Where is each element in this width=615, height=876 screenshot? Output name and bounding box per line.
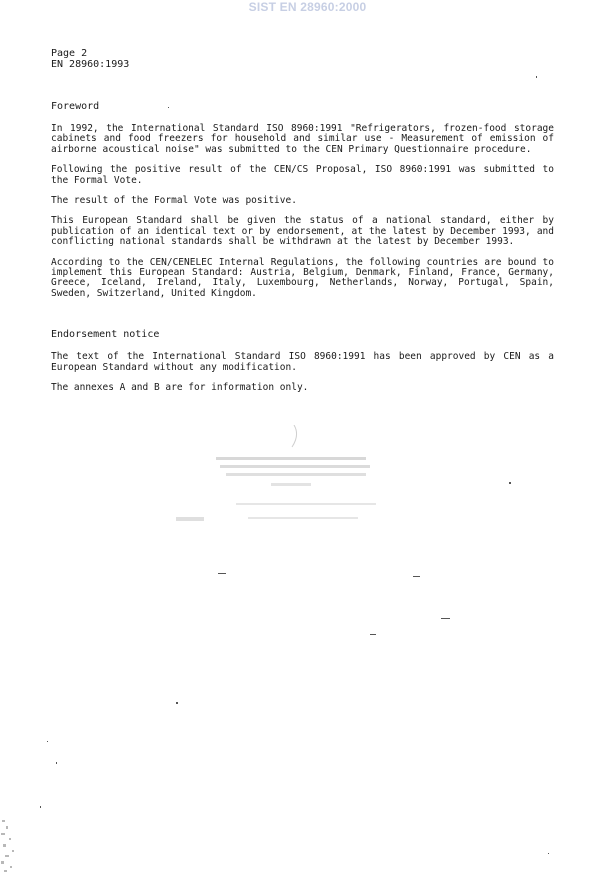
foreword-paragraph: This European Standard shall be given the status of a national standard, either by publication of an identical text or by endorsement, at the latest by December 1993, and conflicting national standards shall be withdrawn at the latest by December 1993. (51, 215, 554, 248)
scan-speck (218, 573, 226, 574)
watermark: SIST EN 28960:2000 (248, 0, 367, 14)
scan-speck (40, 806, 41, 808)
foreword-heading: Foreword (51, 101, 100, 112)
scan-speck (47, 741, 48, 742)
scan-speck (536, 76, 537, 78)
endorsement-paragraph: The annexes A and B are for information only. (51, 382, 309, 394)
scan-speck (168, 107, 169, 108)
foreword-paragraph: The result of the Formal Vote was positive. (51, 195, 297, 207)
endorsement-heading: Endorsement notice (51, 329, 160, 341)
endorsement-paragraph: The text of the International Standard ISO 8960:1991 has been approved by CEN as a European Standard without any modification. (51, 351, 554, 373)
foreword-paragraph: In 1992, the International Standard ISO 8960:1991 "Refrigerators, frozen-food storage cabinets and food freezers for household and similar use - Measurement of emission of airborne acoustical noise" was submitted to the CEN Primary Questionnaire procedure. (51, 123, 554, 155)
page-number: Page 2 (51, 48, 88, 59)
scan-speck (176, 702, 178, 704)
scan-speck (370, 634, 376, 635)
scan-speck (56, 762, 57, 764)
foreword-paragraph: Following the positive result of the CEN/CS Proposal, ISO 8960:1991 was submitted to the Formal Vote. (51, 164, 554, 186)
foreword-paragraph: According to the CEN/CENELEC Internal Regulations, the following countries are bound to implement this European Standard: Austria, Belgium, Denmark, Finland, France, Germany, Greece, Iceland, Ireland, Italy, Luxembourg, Netherlands, Norway, Portugal, Spain, Sweden, Switzerland, United Kingdom. (51, 256, 554, 299)
page-content (51, 48, 554, 394)
scan-edge-noise (0, 800, 22, 876)
scan-speck (548, 853, 549, 854)
scan-speck (509, 482, 511, 484)
scan-speck (413, 576, 420, 577)
library-stamp-graphic (176, 425, 406, 530)
scan-speck (441, 618, 450, 619)
standard-number: EN 28960:1993 (51, 59, 130, 70)
